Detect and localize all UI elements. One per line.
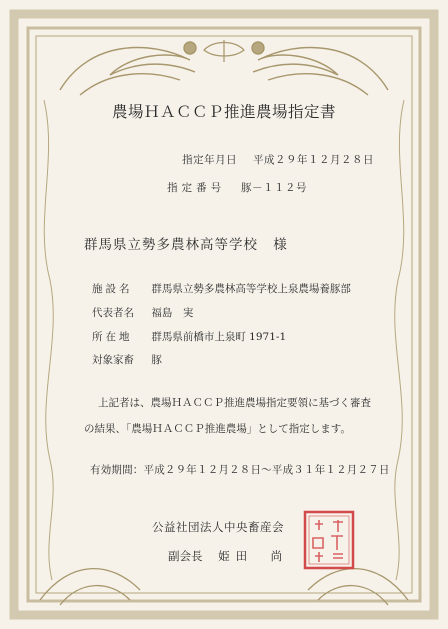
body-paragraph [84, 390, 384, 442]
livestock-row [92, 352, 162, 367]
signer-name: 姫田 尚 [218, 549, 289, 563]
designation-number-label: 指定番号 [167, 182, 226, 194]
signer-row [168, 548, 288, 564]
location-value: 群馬県前橋市上泉町 1971-1 [151, 331, 287, 343]
designation-number: 豚－１１２号 [241, 182, 307, 194]
livestock-label: 対象家畜 [92, 354, 134, 366]
facility-label: 施設名 [92, 283, 133, 295]
issuing-organization: 公益社団法人中央畜産会 [152, 520, 284, 534]
recipient-name: 群馬県立勢多農林高等学校 [84, 237, 258, 253]
certificate-title: 農場ＨＡＣＣＰ推進農場指定書 [111, 103, 336, 121]
designation-date-row [182, 152, 374, 167]
facility-row [92, 281, 351, 296]
body-line-2: の結果、「農場ＨＡＣＣＰ推進農場」として指定します。 [84, 423, 351, 435]
recipient-honorific: 様 [273, 237, 288, 253]
designation-date: 平成２９年１２月２８日 [253, 154, 374, 166]
representative-label: 代表者名 [92, 307, 134, 319]
representative-value: 福島 実 [151, 307, 194, 319]
facility-value: 群馬県立勢多農林高等学校上泉農場養豚部 [151, 283, 351, 295]
validity-period: 有効期間：平成２９年１２月２８日～平成３１年１２月２７日 [90, 464, 390, 476]
signer-title: 副会長 [168, 549, 203, 563]
location-label: 所在地 [92, 331, 133, 343]
official-seal-icon [303, 510, 355, 570]
livestock-value: 豚 [151, 354, 162, 366]
location-row [92, 329, 286, 344]
designation-date-label: 指定年月日 [182, 154, 238, 166]
recipient-row [84, 233, 288, 253]
designation-number-row [167, 180, 307, 195]
representative-row [92, 305, 193, 320]
body-line-1: 上記者は、農場ＨＡＣＣＰ推進農場指定要領に基づく審査 [98, 397, 371, 409]
